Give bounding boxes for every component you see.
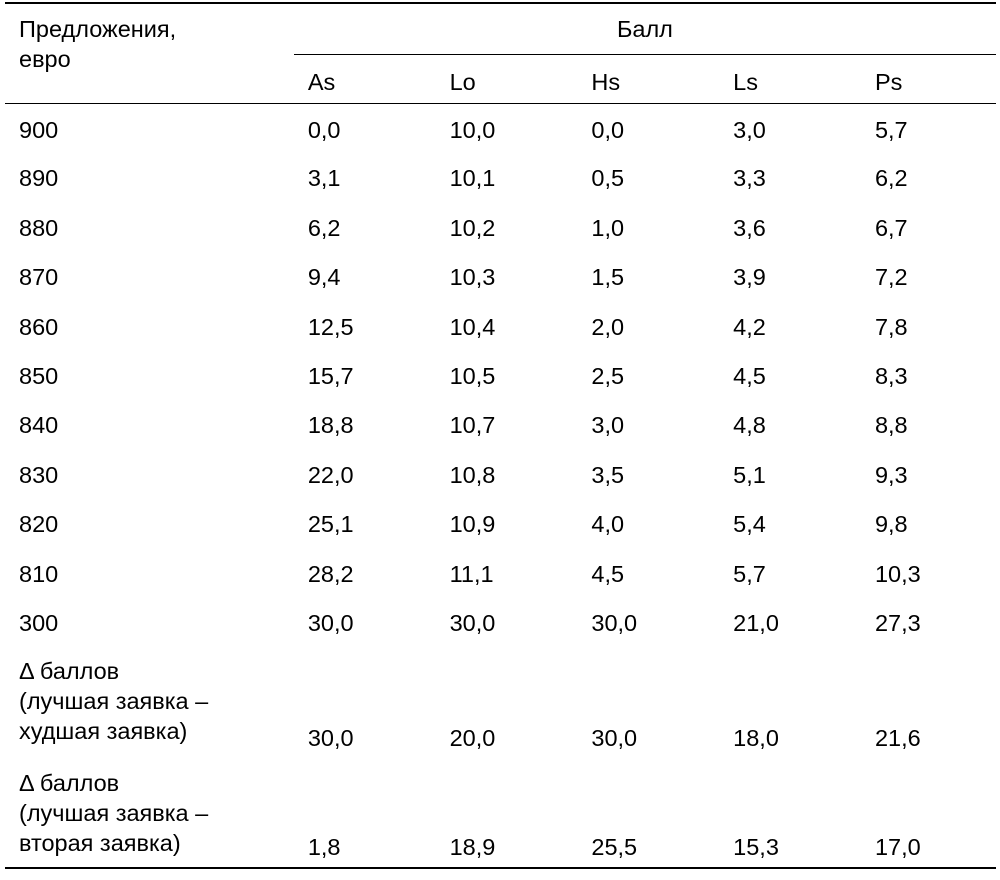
table-cell: 3,5 <box>591 461 625 488</box>
column-header-ps: Ps <box>861 54 996 103</box>
table-cell: 8,3 <box>874 362 908 389</box>
table-row <box>5 301 996 350</box>
table-cell: 25,5 <box>577 758 719 868</box>
row-label: 820 <box>19 511 59 538</box>
table-cell: 2,5 <box>591 362 625 389</box>
table-cell: 21,6 <box>874 725 921 752</box>
table-row <box>5 251 996 300</box>
table-cell: 4,5 <box>591 560 625 587</box>
table-cell: 30,0 <box>307 609 354 636</box>
table-cell: 18,8 <box>307 412 354 439</box>
table-cell: 30,0 <box>449 609 496 636</box>
row-label: Δ баллов (лучшая заявка – худшая заявка) <box>19 658 209 745</box>
table-cell: 3,0 <box>591 412 625 439</box>
table-cell: 17,0 <box>861 758 996 868</box>
row-label: 840 <box>19 412 59 439</box>
column-header-hs: Hs <box>577 54 719 103</box>
table-cell: 30,0 <box>591 609 638 636</box>
table-cell: 0,0 <box>591 116 625 143</box>
table-cell: 21,0 <box>733 609 779 636</box>
table-cell: 10,9 <box>449 511 496 538</box>
table-cell: 4,2 <box>733 313 766 340</box>
table-cell: 10,0 <box>449 116 496 143</box>
table-cell: 6,2 <box>874 165 908 192</box>
table-cell: 10,4 <box>449 313 496 340</box>
table-cell: 9,3 <box>874 461 908 488</box>
table-cell: 3,0 <box>733 116 766 143</box>
table-cell: 15,7 <box>307 362 354 389</box>
table-cell: 3,1 <box>307 165 341 192</box>
table-cell: 1,5 <box>591 264 625 291</box>
summary-row <box>5 646 996 758</box>
row-label: 870 <box>19 264 59 291</box>
table-cell: 7,2 <box>874 264 908 291</box>
table-cell: 7,8 <box>874 313 908 340</box>
table-header <box>5 3 996 103</box>
table-cell: 30,0 <box>591 725 638 752</box>
table-cell: 8,8 <box>874 412 908 439</box>
table-cell: 10,3 <box>449 264 496 291</box>
table-cell: 30,0 <box>307 725 354 752</box>
table-cell: 1,0 <box>591 214 625 241</box>
table-cell: 10,7 <box>449 412 496 439</box>
table-cell: 3,6 <box>733 214 766 241</box>
table-cell: 4,8 <box>733 412 766 439</box>
table-row <box>5 548 996 597</box>
score-group-header: Балл <box>294 3 996 54</box>
table-cell: 6,7 <box>874 214 908 241</box>
table-row <box>5 103 996 152</box>
column-header-ls: Ls <box>719 54 861 103</box>
row-label: 880 <box>19 214 59 241</box>
table-cell: 3,9 <box>733 264 766 291</box>
score-table <box>5 2 996 869</box>
table-cell: 5,7 <box>874 116 908 143</box>
table-cell: 12,5 <box>307 313 354 340</box>
table-row <box>5 399 996 448</box>
table-cell: 15,3 <box>719 758 861 868</box>
table-cell: 18,9 <box>436 758 578 868</box>
table-cell: 0,5 <box>591 165 625 192</box>
row-label: 890 <box>19 165 59 192</box>
row-label: 300 <box>19 609 59 636</box>
table-row <box>5 597 996 646</box>
table-cell: 5,4 <box>733 511 766 538</box>
table-cell: 11,1 <box>449 560 494 587</box>
table-cell: 10,2 <box>449 214 496 241</box>
row-label: 830 <box>19 461 59 488</box>
table-cell: 10,8 <box>449 461 496 488</box>
table-cell: 27,3 <box>874 609 921 636</box>
table-cell: 2,0 <box>591 313 625 340</box>
row-label: 850 <box>19 362 59 389</box>
table-cell: 25,1 <box>307 511 354 538</box>
row-label: 900 <box>19 116 59 143</box>
table-cell: 20,0 <box>449 725 496 752</box>
table-cell: 10,1 <box>449 165 496 192</box>
table-row <box>5 350 996 399</box>
offers-column-header: Предложения, евро <box>5 3 294 103</box>
table-cell: 0,0 <box>307 116 341 143</box>
table-cell: 9,4 <box>307 264 341 291</box>
table-row <box>5 498 996 547</box>
column-header-lo: Lo <box>436 54 578 103</box>
summary-row <box>5 758 996 868</box>
table-cell: 5,1 <box>733 461 766 488</box>
table-cell: 5,7 <box>733 560 766 587</box>
row-label: 810 <box>19 560 59 587</box>
table-cell: 18,0 <box>733 725 779 752</box>
table-row <box>5 152 996 201</box>
column-header-as: As <box>294 54 436 103</box>
table-cell: 4,5 <box>733 362 766 389</box>
table-cell: 6,2 <box>307 214 341 241</box>
table-cell: 1,8 <box>294 758 436 868</box>
table-cell: 10,3 <box>874 560 921 587</box>
table-cell: 9,8 <box>874 511 908 538</box>
header-row-group <box>5 3 996 54</box>
table-body <box>5 103 996 868</box>
table-row <box>5 449 996 498</box>
table-cell: 10,5 <box>449 362 496 389</box>
row-label: 860 <box>19 313 59 340</box>
table-row <box>5 202 996 251</box>
table-cell: 28,2 <box>307 560 354 587</box>
table-cell: 4,0 <box>591 511 625 538</box>
table-cell: 3,3 <box>733 165 766 192</box>
row-label: Δ баллов (лучшая заявка – вторая заявка) <box>5 758 294 868</box>
table-cell: 22,0 <box>307 461 354 488</box>
